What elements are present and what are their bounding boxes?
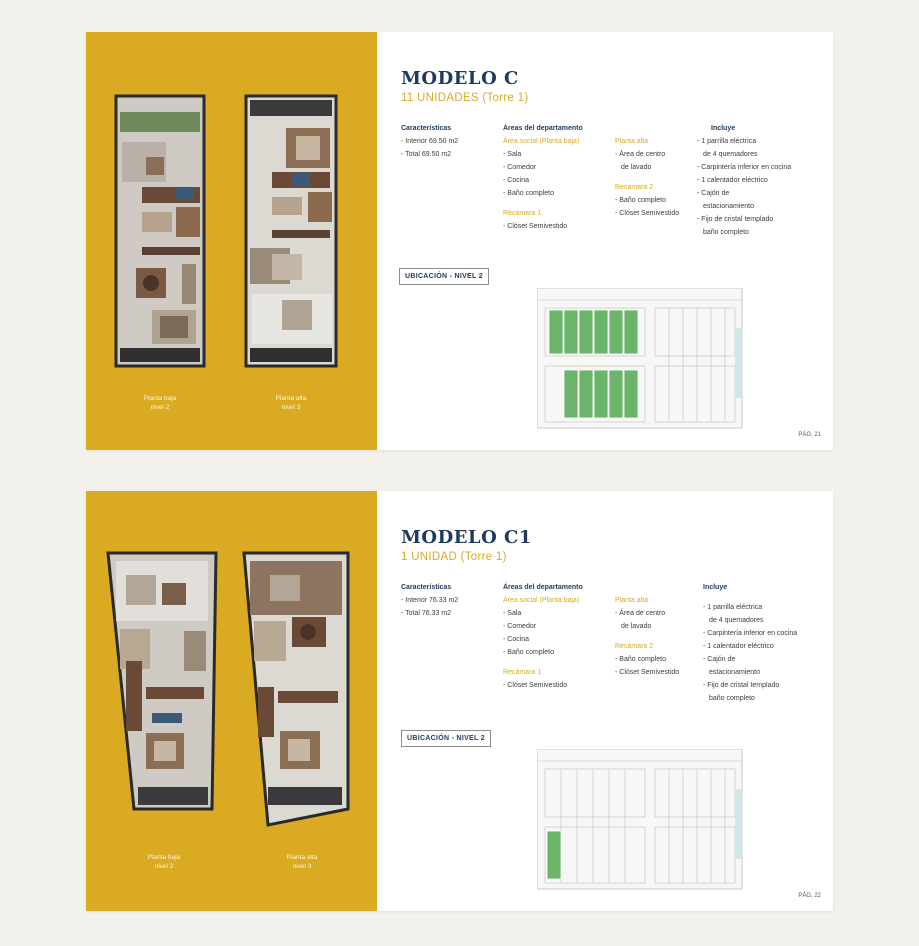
upper-floor-column bbox=[615, 594, 679, 679]
room2-heading: Recámara 2 bbox=[615, 184, 654, 191]
include-item: baño completo bbox=[703, 229, 749, 236]
include-item: estacionamiento bbox=[703, 203, 754, 210]
spec-content bbox=[377, 491, 833, 911]
page-number: PÁG. 21 bbox=[798, 432, 821, 438]
plan-label-upper bbox=[262, 853, 342, 871]
include-item: estacionamiento bbox=[709, 669, 760, 676]
include-item: baño completo bbox=[709, 695, 755, 702]
include-item: - Carpintería inferior en cocina bbox=[697, 164, 792, 171]
include-item: de 4 quemadores bbox=[709, 617, 764, 624]
location-badge: UBICACIÓN - NIVEL 2 bbox=[399, 268, 489, 285]
feature-item: - Total 69.50 m2 bbox=[401, 151, 452, 158]
area-item: - Baño completo bbox=[503, 190, 554, 197]
areas-heading: Áreas del departamento bbox=[503, 584, 583, 591]
area-item: - Baño completo bbox=[615, 656, 666, 663]
location-badge: UBICACIÓN - NIVEL 2 bbox=[401, 730, 491, 747]
upper-floor-heading: Planta alta bbox=[615, 138, 649, 145]
plan-label-upper-line1: Planta alta bbox=[275, 395, 307, 402]
feature-item: - Total 76.33 m2 bbox=[401, 610, 452, 617]
area-item: de lavado bbox=[621, 623, 652, 630]
include-item: - Carpintería inferior en cocina bbox=[703, 630, 798, 637]
features-heading: Características bbox=[401, 125, 452, 132]
floor-plan-panel bbox=[86, 32, 377, 450]
features-heading: Características bbox=[401, 584, 452, 591]
room2-heading: Recámara 2 bbox=[615, 643, 654, 650]
area-item: - Clóset Semivestido bbox=[615, 669, 680, 676]
highlighted-units bbox=[547, 831, 561, 879]
upper-floor-column bbox=[615, 135, 679, 220]
area-item: - Comedor bbox=[503, 623, 537, 630]
floor-plan-illustration bbox=[86, 491, 377, 911]
area-item: - Área de centro bbox=[615, 151, 666, 158]
plan-label-lower-line1: Planta baja bbox=[147, 854, 181, 861]
area-item: - Cocina bbox=[503, 636, 530, 643]
includes-column bbox=[703, 581, 797, 705]
areas-heading: Áreas del departamento bbox=[503, 125, 583, 132]
include-item: - 1 calentador eléctrico bbox=[697, 177, 768, 184]
room1-heading: Recámara 1 bbox=[503, 669, 542, 676]
page-number: PÁG. 22 bbox=[798, 893, 821, 899]
include-item: - Fijo de cristal templado bbox=[703, 682, 780, 689]
area-item: - Cocina bbox=[503, 177, 530, 184]
floor-plan-lower-level bbox=[108, 553, 216, 809]
plan-label-lower-line2: nivel 2 bbox=[150, 404, 170, 411]
feature-item: - Interior 76.33 m2 bbox=[401, 597, 459, 604]
include-item: de 4 quemadores bbox=[703, 151, 758, 158]
upper-floor-heading: Planta alta bbox=[615, 597, 649, 604]
includes-heading: Incluye bbox=[711, 125, 736, 132]
area-item: - Baño completo bbox=[503, 649, 554, 656]
include-item: - Fijo de cristal templado bbox=[697, 216, 774, 223]
features-column bbox=[401, 581, 458, 620]
brochure-page-modelo-c bbox=[86, 32, 833, 450]
plan-label-upper-line2: nivel 3 bbox=[292, 863, 312, 870]
areas-column bbox=[503, 581, 583, 692]
features-column bbox=[401, 122, 458, 161]
area-item: - Baño completo bbox=[615, 197, 666, 204]
pool-area bbox=[735, 328, 742, 398]
social-area-heading: Área social (Planta baja) bbox=[503, 597, 580, 604]
feature-item: - Interior 69.50 m2 bbox=[401, 138, 459, 145]
brochure-page-modelo-c1 bbox=[86, 491, 833, 911]
include-item: - 1 parrilla eléctrica bbox=[697, 138, 757, 145]
location-site-plan bbox=[537, 288, 747, 432]
plan-label-lower-line1: Planta baja bbox=[143, 395, 177, 402]
floor-plan-upper-level bbox=[246, 96, 336, 366]
page-subtitle: 1 UNIDAD (Torre 1) bbox=[401, 551, 507, 563]
plan-label-upper bbox=[251, 394, 331, 412]
page-title: MODELO C1 bbox=[401, 527, 532, 548]
location-site-plan bbox=[537, 749, 747, 893]
area-item: - Comedor bbox=[503, 164, 537, 171]
floor-plan-panel bbox=[86, 491, 377, 911]
floor-plan-lower-level bbox=[116, 96, 204, 366]
plan-label-upper-line1: Planta alta bbox=[286, 854, 318, 861]
area-item: - Clóset Semivestido bbox=[615, 210, 680, 217]
area-item: - Clóset Semivestido bbox=[503, 223, 568, 230]
room1-heading: Recámara 1 bbox=[503, 210, 542, 217]
plan-label-lower bbox=[120, 394, 200, 412]
includes-column bbox=[697, 122, 791, 239]
floor-plan-upper-level bbox=[244, 553, 348, 825]
spec-content bbox=[377, 32, 833, 450]
include-item: - 1 parrilla eléctrica bbox=[703, 604, 763, 611]
social-area-heading: Área social (Planta baja) bbox=[503, 138, 580, 145]
areas-column bbox=[503, 122, 583, 233]
pool-area bbox=[735, 789, 742, 859]
area-item: - Sala bbox=[503, 151, 522, 158]
includes-heading: Incluye bbox=[703, 584, 728, 591]
plan-label-lower-line2: nivel 2 bbox=[154, 863, 174, 870]
plan-label-upper-line2: nivel 3 bbox=[281, 404, 301, 411]
area-item: - Área de centro bbox=[615, 610, 666, 617]
area-item: - Sala bbox=[503, 610, 522, 617]
include-item: - Cajón de bbox=[703, 656, 736, 663]
area-item: de lavado bbox=[621, 164, 652, 171]
plan-label-lower bbox=[124, 853, 204, 871]
floor-plan-illustration bbox=[86, 32, 377, 450]
include-item: - 1 calentador eléctrico bbox=[703, 643, 774, 650]
page-title: MODELO C bbox=[401, 68, 519, 89]
area-item: - Clóset Semivestido bbox=[503, 682, 568, 689]
include-item: - Cajón de bbox=[697, 190, 730, 197]
page-subtitle: 11 UNIDADES (Torre 1) bbox=[401, 92, 529, 104]
